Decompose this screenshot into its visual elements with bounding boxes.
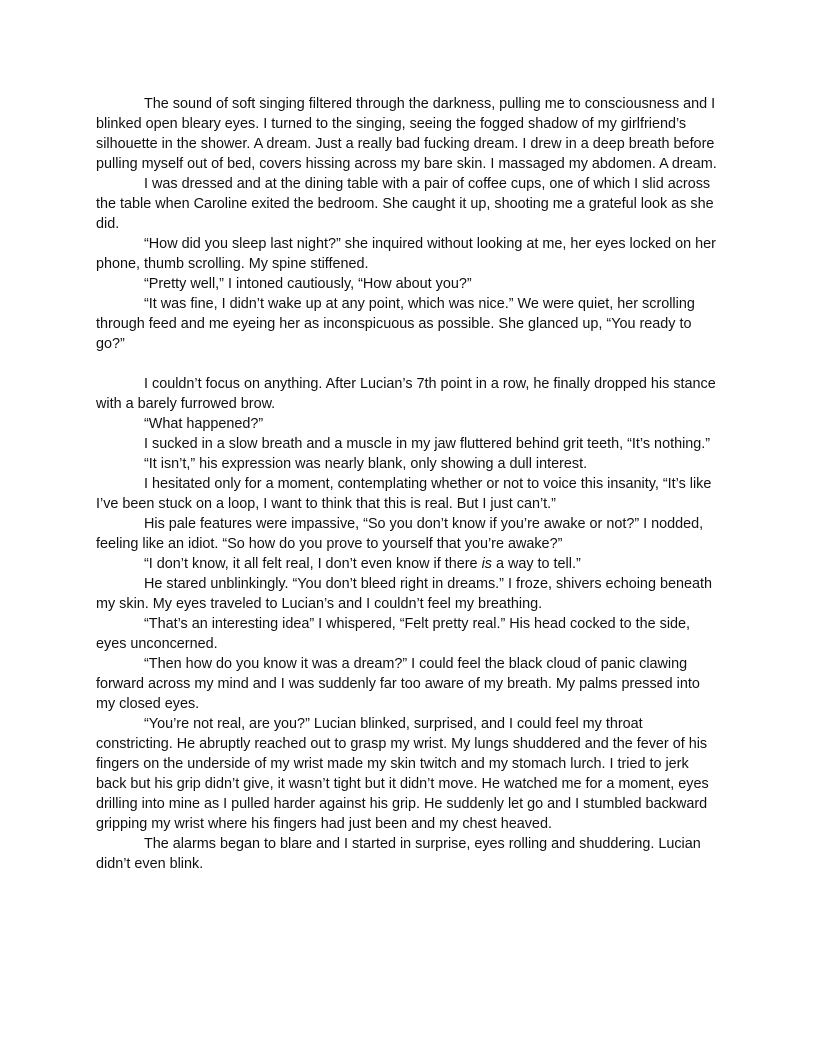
paragraph: “You’re not real, are you?” Lucian blinked, surprised, and I could feel my throat constricting. He abruptly reached out to grasp my wrist. My lungs shuddered and the fever of his fingers on the underside of my wrist made my skin twitch and my stomach lurch. I tried to jerk back but his grip didn’t give, it wasn’t tight but it didn’t move. He watched me for a moment, eyes drilling into mine as I pulled harder against his grip. He suddenly let go and I stumbled backward gripping my wrist where his fingers had just been and my chest heaved. (96, 716, 709, 832)
paragraph: I hesitated only for a moment, contemplating whether or not to voice this insanity, “It’s like I’ve been stuck on a loop, I want to think that this is real. But I just can’t.” (96, 476, 712, 512)
paragraph: I couldn’t focus on anything. After Lucian’s 7th point in a row, he finally dropped his stance with a barely furrowed brow. (96, 376, 716, 412)
section-break (96, 354, 720, 374)
paragraph: “What happened?” (144, 416, 264, 432)
paragraph-with-emphasis (96, 554, 720, 574)
paragraph: His pale features were impassive, “So you don’t know if you’re awake or not?” I nodded, feeling like an idiot. “So how do you prove to yourself that you’re awake?” (96, 516, 704, 552)
paragraph: I sucked in a slow breath and a muscle in my jaw fluttered behind grit teeth, “It’s nothing.” (144, 436, 711, 452)
paragraph: “Pretty well,” I intoned cautiously, “How about you?” (144, 276, 472, 292)
paragraph: “It isn’t,” his expression was nearly blank, only showing a dull interest. (144, 456, 588, 472)
paragraph: The sound of soft singing filtered through the darkness, pulling me to consciousness and I blinked open bleary eyes. I turned to the singing, seeing the fogged shadow of my girlfriend’s silhouette in the shower. A dream. Just a really bad fucking dream. I drew in a deep breath before pulling myself out of bed, covers hissing across my bare skin. I massaged my abdomen. A dream. (96, 96, 717, 172)
document-page (96, 94, 720, 874)
paragraph: I was dressed and at the dining table with a pair of coffee cups, one of which I slid across the table when Caroline exited the bedroom. She caught it up, shooting me a grateful look as she did. (96, 176, 714, 232)
paragraph: “Then how do you know it was a dream?” I could feel the black cloud of panic clawing forward across my mind and I was suddenly far too aware of my breath. My palms pressed into my closed eyes. (96, 656, 700, 712)
paragraph: He stared unblinkingly. “You don’t bleed right in dreams.” I froze, shivers echoing beneath my skin. My eyes traveled to Lucian’s and I couldn’t feel my breathing. (96, 576, 712, 612)
paragraph: “How did you sleep last night?” she inquired without looking at me, her eyes locked on her phone, thumb scrolling. My spine stiffened. (96, 236, 716, 272)
emphasized-word: is (481, 556, 492, 572)
paragraph: “That’s an interesting idea” I whispered, “Felt pretty real.” His head cocked to the side, eyes unconcerned. (96, 616, 691, 652)
paragraph-text: a way to tell.” (491, 556, 581, 572)
paragraph: The alarms began to blare and I started in surprise, eyes rolling and shuddering. Lucian didn’t even blink. (96, 836, 701, 872)
paragraph: “It was fine, I didn’t wake up at any point, which was nice.” We were quiet, her scrolling through feed and me eyeing her as inconspicuous as possible. She glanced up, “You ready to go?” (96, 296, 695, 352)
paragraph-text: “I don’t know, it all felt real, I don’t even know if there (144, 556, 482, 572)
